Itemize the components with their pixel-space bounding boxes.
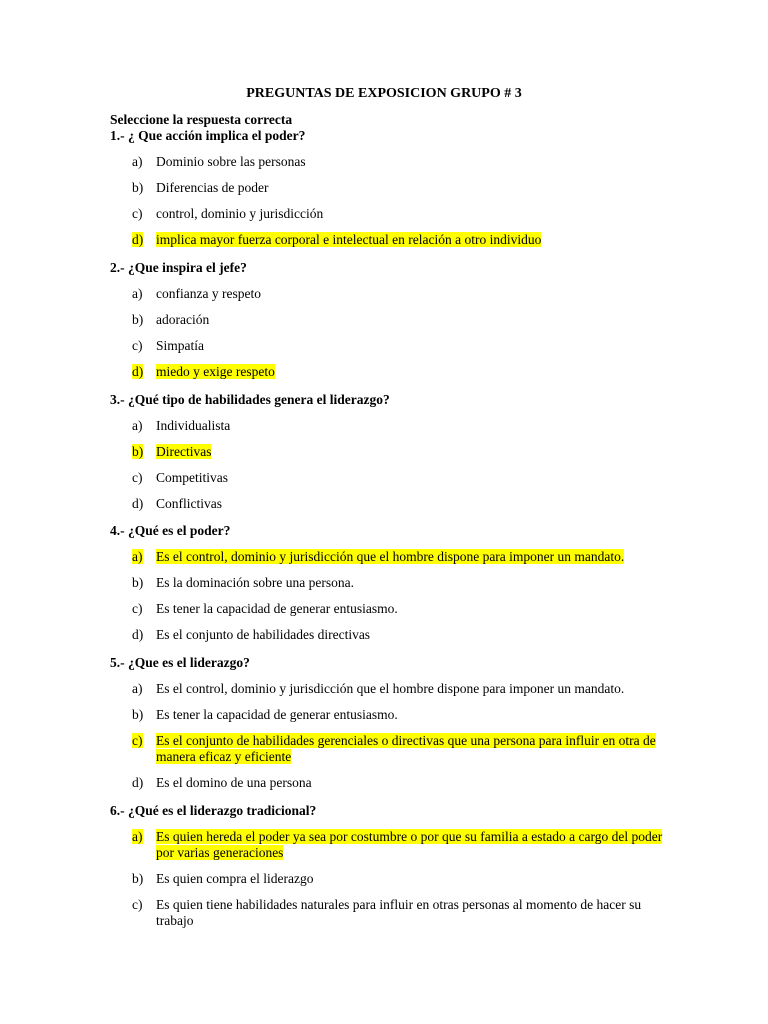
option-letter: a) xyxy=(132,549,143,564)
option-b xyxy=(110,180,670,196)
option-letter: b) xyxy=(132,871,144,886)
option-text: Diferencias de poder xyxy=(156,180,269,195)
option-d xyxy=(110,496,670,512)
option-d xyxy=(110,627,670,643)
question-text: 5.- ¿Que es el liderazgo? xyxy=(110,655,250,670)
document-title: PREGUNTAS DE EXPOSICION GRUPO # 3 xyxy=(246,86,522,101)
option-b xyxy=(110,312,670,328)
option-a xyxy=(110,681,670,697)
question-text: 3.- ¿Qué tipo de habilidades genera el liderazgo? xyxy=(110,392,390,407)
question-2 xyxy=(110,260,670,380)
option-letter: b) xyxy=(132,575,144,590)
option-letter: b) xyxy=(132,312,144,327)
option-letter: d) xyxy=(132,496,144,511)
option-a xyxy=(110,286,670,302)
option-text: Es la dominación sobre una persona. xyxy=(156,575,354,590)
option-text: Conflictivas xyxy=(156,496,222,511)
option-b-correct xyxy=(110,444,670,460)
option-letter: a) xyxy=(132,286,143,301)
option-c-correct xyxy=(110,733,670,765)
option-letter: a) xyxy=(132,418,143,433)
question-3 xyxy=(110,392,670,512)
option-letter: a) xyxy=(132,681,143,696)
option-b xyxy=(110,707,670,723)
option-text-highlighted: miedo y exige respeto xyxy=(156,364,275,379)
option-letter: d) xyxy=(132,775,144,790)
option-c xyxy=(110,470,670,486)
question-text: 6.- ¿Qué es el liderazgo tradicional? xyxy=(110,803,317,818)
option-text: Es el control, dominio y jurisdicción que el hombre dispone para imponer un mandato. xyxy=(156,681,625,696)
option-text: Dominio sobre las personas xyxy=(156,154,306,169)
option-c xyxy=(110,897,670,929)
option-letter: c) xyxy=(132,733,143,748)
question-1 xyxy=(110,128,670,248)
option-text-highlighted: Directivas xyxy=(156,444,212,459)
option-d-correct xyxy=(110,232,670,248)
option-letter: c) xyxy=(132,338,143,353)
option-text: Competitivas xyxy=(156,470,228,485)
option-letter: b) xyxy=(132,444,144,459)
option-text-highlighted: implica mayor fuerza corporal e intelectual en relación a otro individuo xyxy=(156,232,542,247)
option-text: Es tener la capacidad de generar entusiasmo. xyxy=(156,707,398,722)
option-text: adoración xyxy=(156,312,210,327)
option-d-correct xyxy=(110,364,670,380)
option-letter: a) xyxy=(132,829,143,844)
option-text-highlighted: Es el control, dominio y jurisdicción que el hombre dispone para imponer un mandato. xyxy=(156,549,625,564)
question-5 xyxy=(110,655,670,791)
option-letter: b) xyxy=(132,180,144,195)
option-text: Individualista xyxy=(156,418,231,433)
option-text-highlighted: Es quien hereda el poder ya sea por costumbre o por que su familia a estado a cargo del poder por varias generaciones xyxy=(156,829,663,860)
option-c xyxy=(110,206,670,222)
option-text-highlighted: Es el conjunto de habilidades gerenciales o directivas que una persona para influir en otra de manera eficaz y eficiente xyxy=(156,733,656,764)
option-text: Es tener la capacidad de generar entusiasmo. xyxy=(156,601,398,616)
question-6 xyxy=(110,803,670,929)
option-text: Es quien compra el liderazgo xyxy=(156,871,314,886)
option-letter: b) xyxy=(132,707,144,722)
option-text: Es el domino de una persona xyxy=(156,775,312,790)
option-text: Es el conjunto de habilidades directivas xyxy=(156,627,371,642)
question-text: 4.- ¿Qué es el poder? xyxy=(110,523,231,538)
option-b xyxy=(110,871,670,887)
option-a-correct xyxy=(110,829,670,861)
option-letter: d) xyxy=(132,364,144,379)
option-letter: c) xyxy=(132,601,143,616)
option-a xyxy=(110,154,670,170)
option-text: confianza y respeto xyxy=(156,286,261,301)
option-letter: a) xyxy=(132,154,143,169)
option-text: control, dominio y jurisdicción xyxy=(156,206,324,221)
question-4 xyxy=(110,523,670,643)
option-b xyxy=(110,575,670,591)
option-letter: d) xyxy=(132,627,144,642)
option-text: Es quien tiene habilidades naturales para influir en otras personas al momento de hacer su trabajo xyxy=(156,897,642,928)
question-text: 1.- ¿ Que acción implica el poder? xyxy=(110,128,306,143)
option-letter: c) xyxy=(132,470,143,485)
option-letter: c) xyxy=(132,206,143,221)
option-c xyxy=(110,338,670,354)
question-text: 2.- ¿Que inspira el jefe? xyxy=(110,260,247,275)
option-c xyxy=(110,601,670,617)
option-a-correct xyxy=(110,549,670,565)
instruction-text: Seleccione la respuesta correcta xyxy=(110,112,293,127)
option-letter: c) xyxy=(132,897,143,912)
option-a xyxy=(110,418,670,434)
option-d xyxy=(110,775,670,791)
option-letter: d) xyxy=(132,232,144,247)
option-text: Simpatía xyxy=(156,338,204,353)
